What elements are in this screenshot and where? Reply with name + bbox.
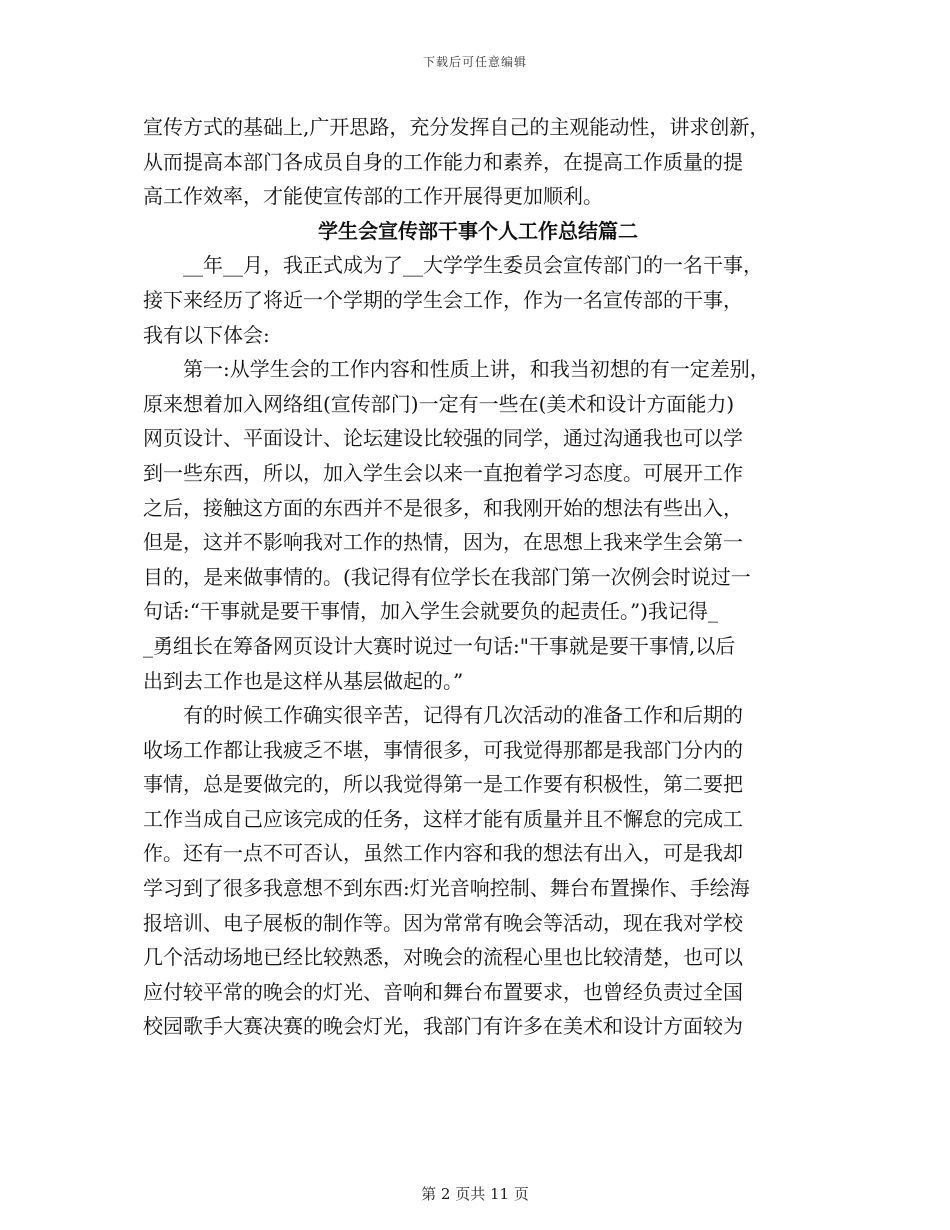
document-body — [143, 110, 813, 1044]
page-footer: 第 2 页共 11 页 — [421, 1185, 529, 1203]
text-line: 宣传方式的基础上,广开思路，充分发挥自己的主观能动性，讲求创新， — [143, 115, 770, 139]
text-line: 校园歌手大赛决赛的晚会灯光，我部门有许多在美术和设计方面较为 — [143, 1014, 743, 1039]
text-line: 几个活动场地已经比较熟悉，对晚会的流程心里也比较清楚，也可以 — [143, 945, 743, 970]
text-line: 有的时候工作确实很辛苦，记得有几次活动的准备工作和后期的 — [183, 703, 743, 728]
text-line: _勇组长在筹备网页设计大赛时说过一句话:"干事就是要干事情,以后 — [143, 633, 736, 658]
text-line: __年__月，我正式成为了__大学学生委员会宣传部门的一名干事， — [183, 253, 763, 278]
text-line: 高工作效率，才能使宣传部的工作开展得更加顺利。 — [143, 184, 603, 209]
text-line: 到一些东西，所以，加入学生会以来一直抱着学习态度。可展开工作 — [143, 460, 743, 485]
text-line: 报培训、电子展板的制作等。因为常常有晚会等活动，现在我对学校 — [143, 910, 743, 935]
page-header: 下载后可任意编辑 — [422, 55, 527, 69]
text-line: 网页设计、平面设计、论坛建设比较强的同学，通过沟通我也可以学 — [143, 426, 743, 451]
text-line: 工作当成自己应该完成的任务，这样才能有质量并且不懈怠的完成工 — [143, 806, 743, 831]
text-line: 之后，接触这方面的东西并不是很多，和我刚开始的想法有些出入， — [143, 495, 743, 520]
text-line: 作。还有一点不可否认，虽然工作内容和我的想法有出入，可是我却 — [143, 841, 743, 866]
text-line: 目的，是来做事情的。(我记得有位学长在我部门第一次例会时说过一 — [143, 564, 751, 589]
text-line: 原来想着加入网络组(宣传部门)一定有一些在(美术和设计方面能力) — [143, 391, 735, 416]
text-line: 事情，总是要做完的，所以我觉得第一是工作要有积极性，第二要把 — [143, 772, 743, 797]
text-line: 学习到了很多我意想不到东西:灯光音响控制、舞台布置操作、手绘海 — [143, 876, 750, 901]
text-line: 收场工作都让我疲乏不堪，事情很多，可我觉得那都是我部门分内的 — [143, 737, 743, 762]
text-line: 应付较平常的晚会的灯光、音响和舞台布置要求，也曾经负责过全国 — [143, 979, 743, 1004]
section-title: 学生会宣传部干事个人工作总结篇二 — [318, 218, 638, 243]
text-line: 我有以下体会: — [143, 322, 270, 347]
text-line: 第一:从学生会的工作内容和性质上讲，和我当初想的有一定差别， — [183, 357, 770, 382]
text-line: 接下来经历了将近一个学期的学生会工作，作为一名宣传部的干事， — [143, 287, 743, 312]
text-line: 句话:“干事就是要干事情，加入学生会就要负的起责任。”)我记得_ — [143, 599, 718, 624]
text-line: 但是，这并不影响我对工作的热情，因为，在思想上我来学生会第一 — [143, 530, 743, 555]
text-line: 出到去工作也是这样从基层做起的。” — [143, 668, 464, 693]
text-line: 从而提高本部门各成员自身的工作能力和素养，在提高工作质量的提 — [143, 149, 743, 174]
